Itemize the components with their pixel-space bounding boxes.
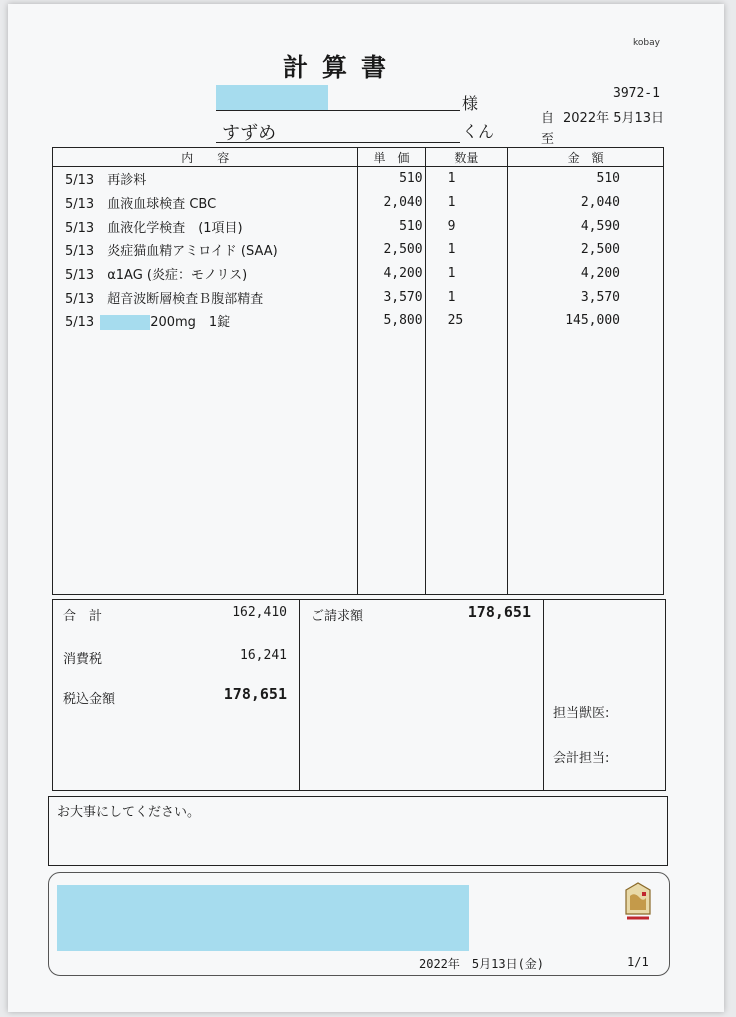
redacted-drug-name <box>100 315 150 330</box>
table-row <box>53 214 664 238</box>
corner-code: kobay <box>633 38 660 48</box>
item-qty: 1 <box>425 238 508 262</box>
tax-value: 16,241 <box>240 648 287 663</box>
item-qty: 1 <box>425 262 508 286</box>
table-row <box>53 238 664 262</box>
total-label: 税込金額 <box>63 692 116 707</box>
item-name: 5/13 再診料 <box>53 167 358 191</box>
message-text: お大事にしてください。 <box>57 805 201 820</box>
item-price: 4,200 <box>358 262 425 286</box>
item-qty: 1 <box>425 285 508 309</box>
vet-label: 担当獣医: <box>553 706 610 721</box>
item-date: 5/13 <box>65 315 95 331</box>
item-amount: 145,000 <box>565 313 620 329</box>
item-name: 5/13 α1AG (炎症：モノリス) <box>53 262 358 286</box>
header-amount: 金 額 <box>508 148 664 167</box>
item-qty: 1 <box>425 167 508 191</box>
item-name: 5/13 超音波断層検査Ｂ腹部精査 <box>53 285 358 309</box>
item-name: 5/13 血液化学検査 (1項目) <box>53 214 358 238</box>
item-name-redacted <box>53 309 358 333</box>
pet-name: すずめ <box>222 123 277 144</box>
item-qty: 9 <box>425 214 508 238</box>
table-row <box>53 191 664 215</box>
page-number: 1/1 <box>627 955 649 969</box>
table-row <box>53 167 664 191</box>
summary-box <box>52 599 666 791</box>
redacted-clinic-info <box>57 885 469 951</box>
item-amount: 510 <box>596 171 620 187</box>
item-amount: 2,040 <box>580 195 620 211</box>
owner-underline <box>216 110 460 111</box>
item-name-suffix: 200mg 1錠 <box>150 315 231 331</box>
table-header-row <box>53 148 664 167</box>
header-quantity: 数量 <box>425 148 508 167</box>
billing-value: 178,651 <box>467 603 531 621</box>
document-title: 計算書 <box>283 53 401 82</box>
total-value: 178,651 <box>223 685 287 703</box>
summary-divider <box>543 600 544 790</box>
period-to-label: 至 <box>541 132 555 147</box>
item-amount: 2,500 <box>580 242 620 258</box>
item-price: 510 <box>358 214 425 238</box>
footer-date: 2022年 5月13日(金) <box>419 957 545 971</box>
table-row <box>53 309 664 333</box>
period-from-label: 自 <box>541 111 555 126</box>
empty-cell <box>425 333 508 595</box>
empty-cell <box>53 333 358 595</box>
period-from-date: 2022年 5月13日 <box>563 111 665 126</box>
header-unit-price: 単 価 <box>358 148 425 167</box>
subtotal-label: 合 計 <box>63 609 103 624</box>
item-price: 510 <box>358 167 425 191</box>
redacted-owner-name <box>216 85 328 111</box>
item-price: 5,800 <box>358 309 425 333</box>
item-amount: 4,590 <box>580 218 620 234</box>
clinic-logo-icon <box>623 880 653 926</box>
item-amount: 4,200 <box>580 266 620 282</box>
items-table <box>52 147 664 595</box>
item-name: 5/13 炎症猫血精アミロイド (SAA) <box>53 238 358 262</box>
subtotal-value: 162,410 <box>232 605 287 620</box>
owner-suffix: 様 <box>462 94 479 113</box>
footer-box <box>48 872 670 976</box>
empty-cell <box>508 333 664 595</box>
table-row <box>53 285 664 309</box>
cashier-label: 会計担当: <box>553 751 610 766</box>
item-name: 5/13 血液血球検査 CBC <box>53 191 358 215</box>
item-price: 2,040 <box>358 191 425 215</box>
item-qty: 25 <box>425 309 508 333</box>
tax-label: 消費税 <box>63 652 103 667</box>
table-row <box>53 262 664 286</box>
item-qty: 1 <box>425 191 508 215</box>
table-empty-space <box>53 333 664 595</box>
message-box <box>48 796 668 866</box>
item-price: 2,500 <box>358 238 425 262</box>
empty-cell <box>358 333 425 595</box>
pet-suffix: くん <box>462 122 495 141</box>
billing-label: ご請求額 <box>311 609 364 624</box>
summary-divider <box>299 600 300 790</box>
document-number: 3972-1 <box>613 86 660 101</box>
pet-underline <box>216 142 460 143</box>
item-price: 3,570 <box>358 285 425 309</box>
item-amount: 3,570 <box>580 289 620 305</box>
header-content: 内 容 <box>53 148 358 167</box>
